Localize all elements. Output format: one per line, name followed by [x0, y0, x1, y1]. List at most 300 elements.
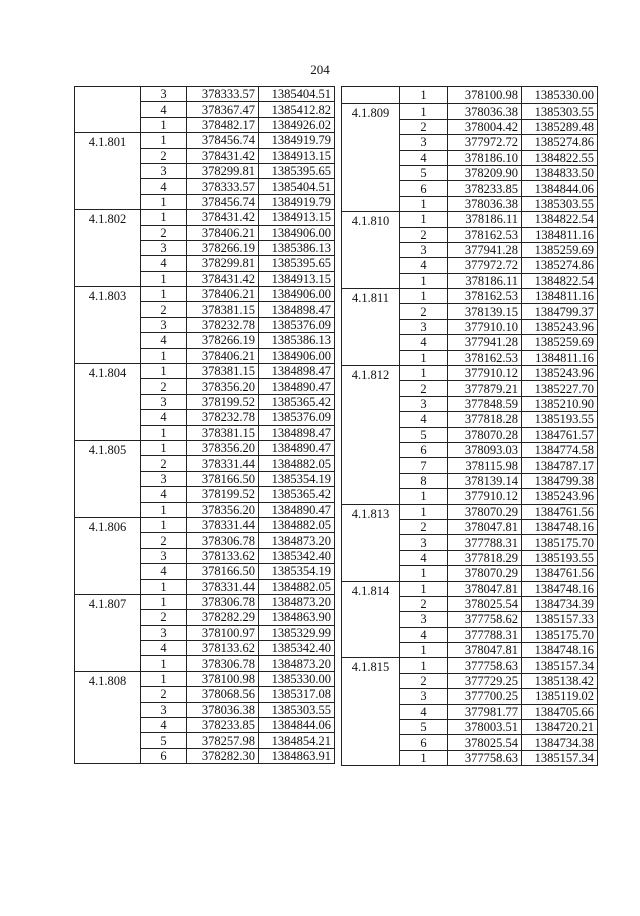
x-coordinate: 378431.42: [187, 148, 259, 163]
x-coordinate: 378133.62: [187, 548, 259, 563]
point-number: 3: [400, 689, 448, 704]
y-coordinate: 1385330.00: [259, 671, 335, 686]
y-coordinate: 1384882.05: [259, 579, 335, 594]
y-coordinate: 1385243.96: [522, 319, 598, 334]
y-coordinate: 1385303.55: [522, 104, 598, 119]
y-coordinate: 1385365.42: [259, 487, 335, 502]
section-id: 4.1.811: [342, 289, 400, 366]
point-number: 3: [141, 548, 187, 563]
y-coordinate: 1384898.47: [259, 364, 335, 379]
x-coordinate: 377758.63: [448, 658, 522, 673]
point-number: 5: [400, 165, 448, 180]
point-number: 4: [400, 550, 448, 565]
y-coordinate: 1385274.86: [522, 135, 598, 150]
x-coordinate: 378070.28: [448, 427, 522, 442]
y-coordinate: 1385404.51: [259, 87, 335, 102]
table-row: [342, 289, 598, 304]
y-coordinate: 1385193.55: [522, 550, 598, 565]
point-number: 1: [400, 273, 448, 288]
y-coordinate: 1384799.37: [522, 304, 598, 319]
point-number: 2: [400, 673, 448, 688]
section-id: 4.1.814: [342, 581, 400, 658]
point-number: 2: [141, 379, 187, 394]
point-number: 1: [400, 504, 448, 519]
y-coordinate: 1384761.56: [522, 566, 598, 581]
point-number: 3: [141, 240, 187, 255]
x-coordinate: 377758.62: [448, 612, 522, 627]
y-coordinate: 1384822.55: [522, 150, 598, 165]
point-number: 5: [400, 720, 448, 735]
x-coordinate: 378232.78: [187, 410, 259, 425]
point-number: 4: [141, 179, 187, 194]
x-coordinate: 377972.72: [448, 258, 522, 273]
point-number: 2: [400, 596, 448, 611]
point-number: 1: [400, 289, 448, 304]
point-number: 1: [400, 566, 448, 581]
point-number: 4: [400, 258, 448, 273]
x-coordinate: 378139.14: [448, 473, 522, 488]
y-coordinate: 1384863.91: [259, 748, 335, 763]
x-coordinate: 378209.90: [448, 165, 522, 180]
y-coordinate: 1385354.19: [259, 471, 335, 486]
y-coordinate: 1384882.05: [259, 456, 335, 471]
point-number: 4: [400, 412, 448, 427]
table-row: [342, 212, 598, 227]
point-number: 1: [400, 366, 448, 381]
coordinates-table-left: [74, 86, 335, 764]
y-coordinate: 1385376.09: [259, 317, 335, 332]
section-id: 4.1.802: [75, 210, 141, 287]
x-coordinate: 378266.19: [187, 240, 259, 255]
x-coordinate: 378306.78: [187, 656, 259, 671]
x-coordinate: 378406.21: [187, 348, 259, 363]
y-coordinate: 1384734.38: [522, 735, 598, 750]
x-coordinate: 378036.38: [448, 104, 522, 119]
table-row: [342, 366, 598, 381]
point-number: 2: [400, 519, 448, 534]
x-coordinate: 378406.21: [187, 287, 259, 302]
y-coordinate: 1385386.13: [259, 240, 335, 255]
point-number: 1: [141, 440, 187, 455]
y-coordinate: 1384844.06: [522, 181, 598, 196]
point-number: 4: [141, 333, 187, 348]
x-coordinate: 377941.28: [448, 335, 522, 350]
section-id: 4.1.801: [75, 133, 141, 210]
x-coordinate: 378331.44: [187, 517, 259, 532]
y-coordinate: 1385303.55: [522, 196, 598, 211]
x-coordinate: 378381.15: [187, 425, 259, 440]
point-number: 3: [141, 702, 187, 717]
x-coordinate: 378331.44: [187, 579, 259, 594]
section-id: 4.1.813: [342, 504, 400, 581]
point-number: 1: [141, 671, 187, 686]
x-coordinate: 378133.62: [187, 641, 259, 656]
x-coordinate: 378356.20: [187, 379, 259, 394]
x-coordinate: 378299.81: [187, 256, 259, 271]
y-coordinate: 1385342.40: [259, 548, 335, 563]
x-coordinate: 378306.78: [187, 594, 259, 609]
x-coordinate: 378331.44: [187, 456, 259, 471]
x-coordinate: 377972.72: [448, 135, 522, 150]
point-number: 1: [141, 425, 187, 440]
x-coordinate: 378299.81: [187, 163, 259, 178]
x-coordinate: 377910.10: [448, 319, 522, 334]
table-row: [75, 594, 335, 609]
point-number: 3: [141, 317, 187, 332]
y-coordinate: 1384833.50: [522, 165, 598, 180]
y-coordinate: 1385365.42: [259, 394, 335, 409]
y-coordinate: 1385259.69: [522, 335, 598, 350]
point-number: 4: [141, 410, 187, 425]
table-row: [75, 287, 335, 302]
section-id: 4.1.805: [75, 440, 141, 517]
y-coordinate: 1384863.90: [259, 610, 335, 625]
table-row: [75, 671, 335, 686]
y-coordinate: 1384705.66: [522, 704, 598, 719]
point-number: 6: [400, 181, 448, 196]
y-coordinate: 1384890.47: [259, 502, 335, 517]
x-coordinate: 378003.51: [448, 720, 522, 735]
y-coordinate: 1385376.09: [259, 410, 335, 425]
point-number: 4: [141, 256, 187, 271]
x-coordinate: 378100.97: [187, 625, 259, 640]
table-row: [75, 364, 335, 379]
point-number: 1: [400, 658, 448, 673]
section-id: 4.1.808: [75, 671, 141, 763]
point-number: 2: [400, 381, 448, 396]
table-row: [342, 504, 598, 519]
point-number: 2: [400, 119, 448, 134]
y-coordinate: 1384799.38: [522, 473, 598, 488]
point-number: 1: [141, 210, 187, 225]
x-coordinate: 378282.30: [187, 748, 259, 763]
x-coordinate: 377910.12: [448, 489, 522, 504]
x-coordinate: 378100.98: [187, 671, 259, 686]
x-coordinate: 378093.03: [448, 442, 522, 457]
point-number: 3: [400, 535, 448, 550]
table-row: [75, 210, 335, 225]
x-coordinate: 377788.31: [448, 535, 522, 550]
x-coordinate: 378233.85: [448, 181, 522, 196]
x-coordinate: 378025.54: [448, 596, 522, 611]
x-coordinate: 377758.63: [448, 750, 522, 765]
x-coordinate: 378333.57: [187, 179, 259, 194]
point-number: 1: [141, 517, 187, 532]
section-id: [75, 87, 141, 133]
table-row: [342, 104, 598, 119]
point-number: 3: [141, 394, 187, 409]
y-coordinate: 1385119.02: [522, 689, 598, 704]
table-row: [75, 133, 335, 148]
y-coordinate: 1385157.34: [522, 750, 598, 765]
point-number: 1: [141, 656, 187, 671]
x-coordinate: 378115.98: [448, 458, 522, 473]
x-coordinate: 377910.12: [448, 366, 522, 381]
y-coordinate: 1384811.16: [522, 289, 598, 304]
x-coordinate: 378381.15: [187, 302, 259, 317]
y-coordinate: 1384919.79: [259, 194, 335, 209]
x-coordinate: 378070.29: [448, 566, 522, 581]
y-coordinate: 1384787.17: [522, 458, 598, 473]
y-coordinate: 1384898.47: [259, 425, 335, 440]
section-id: [342, 87, 400, 104]
point-number: 1: [141, 117, 187, 132]
x-coordinate: 378199.52: [187, 394, 259, 409]
y-coordinate: 1384748.16: [522, 643, 598, 658]
y-coordinate: 1384906.00: [259, 287, 335, 302]
x-coordinate: 378306.78: [187, 533, 259, 548]
point-number: 6: [400, 442, 448, 457]
point-number: 1: [400, 750, 448, 765]
y-coordinate: 1384811.16: [522, 227, 598, 242]
x-coordinate: 378047.81: [448, 581, 522, 596]
y-coordinate: 1385243.96: [522, 366, 598, 381]
y-coordinate: 1384906.00: [259, 348, 335, 363]
point-number: 4: [141, 102, 187, 117]
page-number: 204: [310, 62, 330, 77]
point-number: 6: [400, 735, 448, 750]
x-coordinate: 378282.29: [187, 610, 259, 625]
y-coordinate: 1385157.34: [522, 658, 598, 673]
y-coordinate: 1384890.47: [259, 440, 335, 455]
x-coordinate: 378482.17: [187, 117, 259, 132]
x-coordinate: 378004.42: [448, 119, 522, 134]
x-coordinate: 377818.29: [448, 550, 522, 565]
y-coordinate: 1384844.06: [259, 718, 335, 733]
point-number: 1: [400, 489, 448, 504]
x-coordinate: 377879.21: [448, 381, 522, 396]
point-number: 5: [141, 733, 187, 748]
point-number: 3: [400, 396, 448, 411]
x-coordinate: 378100.98: [448, 87, 522, 104]
x-coordinate: 378356.20: [187, 502, 259, 517]
x-coordinate: 378233.85: [187, 718, 259, 733]
point-number: 1: [141, 579, 187, 594]
y-coordinate: 1385404.51: [259, 179, 335, 194]
point-number: 1: [400, 212, 448, 227]
y-coordinate: 1385259.69: [522, 242, 598, 257]
y-coordinate: 1384748.16: [522, 581, 598, 596]
x-coordinate: 377729.25: [448, 673, 522, 688]
point-number: 1: [400, 350, 448, 365]
y-coordinate: 1385395.65: [259, 163, 335, 178]
y-coordinate: 1384913.15: [259, 148, 335, 163]
y-coordinate: 1384882.05: [259, 517, 335, 532]
point-number: 7: [400, 458, 448, 473]
x-coordinate: 378036.38: [448, 196, 522, 211]
y-coordinate: 1385227.70: [522, 381, 598, 396]
x-coordinate: 378333.57: [187, 87, 259, 102]
point-number: 2: [141, 610, 187, 625]
section-id: 4.1.803: [75, 287, 141, 364]
y-coordinate: 1384873.20: [259, 656, 335, 671]
y-coordinate: 1385138.42: [522, 673, 598, 688]
y-coordinate: 1384811.16: [522, 350, 598, 365]
x-coordinate: 378186.11: [448, 212, 522, 227]
y-coordinate: 1385210.90: [522, 396, 598, 411]
y-coordinate: 1385329.99: [259, 625, 335, 640]
x-coordinate: 377848.59: [448, 396, 522, 411]
y-coordinate: 1385175.70: [522, 627, 598, 642]
x-coordinate: 378257.98: [187, 733, 259, 748]
point-number: 1: [141, 594, 187, 609]
point-number: 4: [141, 641, 187, 656]
y-coordinate: 1385317.08: [259, 687, 335, 702]
y-coordinate: 1385386.13: [259, 333, 335, 348]
point-number: 3: [141, 163, 187, 178]
x-coordinate: 377941.28: [448, 242, 522, 257]
x-coordinate: 378186.10: [448, 150, 522, 165]
point-number: 4: [400, 704, 448, 719]
y-coordinate: 1384748.16: [522, 519, 598, 534]
x-coordinate: 378367.47: [187, 102, 259, 117]
y-coordinate: 1384761.57: [522, 427, 598, 442]
point-number: 4: [400, 150, 448, 165]
y-coordinate: 1384822.54: [522, 273, 598, 288]
point-number: 1: [400, 581, 448, 596]
y-coordinate: 1384926.02: [259, 117, 335, 132]
y-coordinate: 1384890.47: [259, 379, 335, 394]
x-coordinate: 378162.53: [448, 227, 522, 242]
point-number: 3: [400, 612, 448, 627]
point-number: 2: [400, 304, 448, 319]
point-number: 3: [400, 242, 448, 257]
x-coordinate: 377788.31: [448, 627, 522, 642]
x-coordinate: 378025.54: [448, 735, 522, 750]
y-coordinate: 1384734.39: [522, 596, 598, 611]
point-number: 3: [141, 87, 187, 102]
coordinates-table-right: [341, 86, 598, 766]
x-coordinate: 378070.29: [448, 504, 522, 519]
point-number: 4: [141, 564, 187, 579]
point-number: 1: [400, 643, 448, 658]
y-coordinate: 1384913.15: [259, 271, 335, 286]
x-coordinate: 378139.15: [448, 304, 522, 319]
x-coordinate: 378406.21: [187, 225, 259, 240]
y-coordinate: 1385342.40: [259, 641, 335, 656]
y-coordinate: 1384898.47: [259, 302, 335, 317]
table-row: [75, 517, 335, 532]
y-coordinate: 1384873.20: [259, 533, 335, 548]
point-number: 1: [141, 287, 187, 302]
table-row: [75, 87, 335, 102]
point-number: 1: [141, 133, 187, 148]
x-coordinate: 378356.20: [187, 440, 259, 455]
y-coordinate: 1384906.00: [259, 225, 335, 240]
y-coordinate: 1384873.20: [259, 594, 335, 609]
point-number: 3: [400, 319, 448, 334]
x-coordinate: 378036.38: [187, 702, 259, 717]
table-row: [342, 658, 598, 673]
point-number: 6: [141, 748, 187, 763]
x-coordinate: 378047.81: [448, 643, 522, 658]
x-coordinate: 378047.81: [448, 519, 522, 534]
table-row: [342, 87, 598, 104]
y-coordinate: 1385354.19: [259, 564, 335, 579]
y-coordinate: 1385303.55: [259, 702, 335, 717]
table-row: [75, 440, 335, 455]
x-coordinate: 378456.74: [187, 194, 259, 209]
x-coordinate: 378431.42: [187, 210, 259, 225]
point-number: 4: [141, 718, 187, 733]
y-coordinate: 1384761.56: [522, 504, 598, 519]
x-coordinate: 378068.56: [187, 687, 259, 702]
section-id: 4.1.806: [75, 517, 141, 594]
point-number: 2: [141, 687, 187, 702]
point-number: 1: [400, 104, 448, 119]
y-coordinate: 1385243.96: [522, 489, 598, 504]
point-number: 1: [141, 502, 187, 517]
point-number: 4: [141, 487, 187, 502]
point-number: 2: [141, 456, 187, 471]
point-number: 4: [400, 335, 448, 350]
point-number: 1: [400, 196, 448, 211]
section-id: 4.1.812: [342, 366, 400, 505]
x-coordinate: 378162.53: [448, 289, 522, 304]
y-coordinate: 1385175.70: [522, 535, 598, 550]
x-coordinate: 378186.11: [448, 273, 522, 288]
section-id: 4.1.804: [75, 364, 141, 441]
point-number: 1: [400, 87, 448, 104]
point-number: 2: [141, 302, 187, 317]
section-id: 4.1.807: [75, 594, 141, 671]
point-number: 1: [141, 271, 187, 286]
y-coordinate: 1384919.79: [259, 133, 335, 148]
y-coordinate: 1384822.54: [522, 212, 598, 227]
point-number: 8: [400, 473, 448, 488]
x-coordinate: 378266.19: [187, 333, 259, 348]
y-coordinate: 1385193.55: [522, 412, 598, 427]
x-coordinate: 378199.52: [187, 487, 259, 502]
y-coordinate: 1384913.15: [259, 210, 335, 225]
point-number: 3: [400, 135, 448, 150]
section-id: 4.1.809: [342, 104, 400, 212]
x-coordinate: 378232.78: [187, 317, 259, 332]
point-number: 5: [400, 427, 448, 442]
y-coordinate: 1384774.58: [522, 442, 598, 457]
point-number: 1: [141, 364, 187, 379]
y-coordinate: 1385157.33: [522, 612, 598, 627]
point-number: 2: [141, 148, 187, 163]
section-id: 4.1.815: [342, 658, 400, 766]
point-number: 2: [141, 225, 187, 240]
section-id: 4.1.810: [342, 212, 400, 289]
y-coordinate: 1384854.21: [259, 733, 335, 748]
point-number: 1: [141, 194, 187, 209]
x-coordinate: 377700.25: [448, 689, 522, 704]
point-number: 2: [141, 533, 187, 548]
table-row: [342, 581, 598, 596]
x-coordinate: 377981.77: [448, 704, 522, 719]
x-coordinate: 377818.28: [448, 412, 522, 427]
point-number: 1: [141, 348, 187, 363]
point-number: 2: [400, 227, 448, 242]
y-coordinate: 1385330.00: [522, 87, 598, 104]
x-coordinate: 378162.53: [448, 350, 522, 365]
point-number: 4: [400, 627, 448, 642]
x-coordinate: 378431.42: [187, 271, 259, 286]
x-coordinate: 378166.50: [187, 564, 259, 579]
x-coordinate: 378456.74: [187, 133, 259, 148]
x-coordinate: 378166.50: [187, 471, 259, 486]
y-coordinate: 1385289.48: [522, 119, 598, 134]
y-coordinate: 1384720.21: [522, 720, 598, 735]
point-number: 3: [141, 625, 187, 640]
x-coordinate: 378381.15: [187, 364, 259, 379]
y-coordinate: 1385395.65: [259, 256, 335, 271]
y-coordinate: 1385412.82: [259, 102, 335, 117]
y-coordinate: 1385274.86: [522, 258, 598, 273]
